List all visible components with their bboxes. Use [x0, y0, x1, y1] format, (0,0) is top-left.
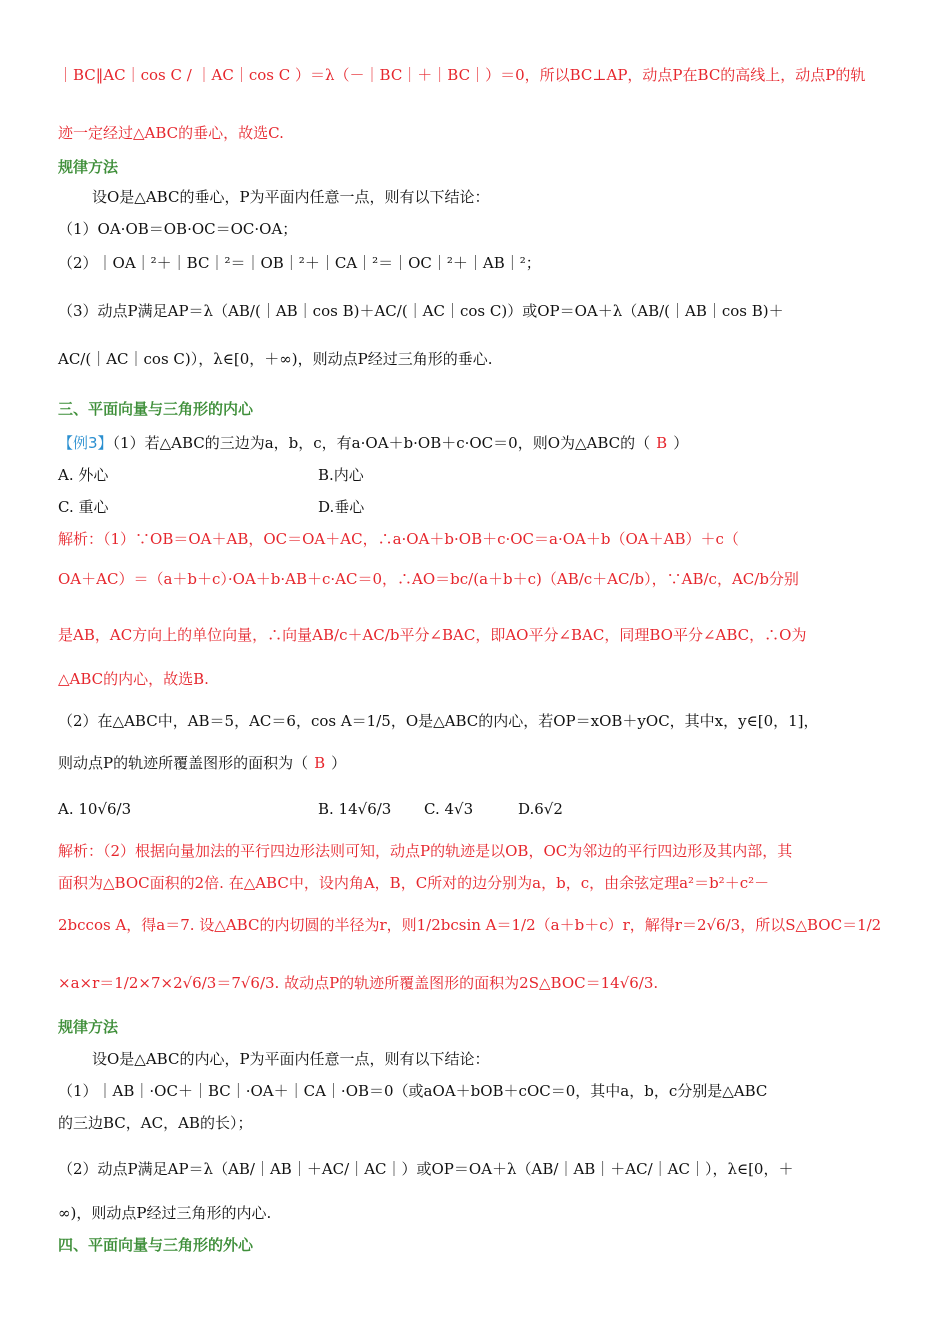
incenter-conclusion-1b: 的三边BC，AC，AB的长）； [58, 1114, 253, 1132]
solution-1-line-b: OA＋AC）＝（a＋b＋c）·OA＋b·AB＋c·AC＝0，∴AO＝bc/(a＋b＋c)（AB/c＋AC/b），∵AB/c，AC/b分别 [58, 570, 799, 588]
option-c-2: C. 4√3 [424, 800, 474, 818]
solution-1-line-c: 是AB，AC方向上的单位向量，∴向量AB/c＋AC/b平分∠BAC，即AO平分∠BAC，同理BO平分∠ABC，∴O为 [58, 626, 807, 644]
solution-1-line-d: △ABC的内心，故选B. [58, 670, 209, 688]
example-3-q2-answer: B [314, 754, 326, 772]
options-row-2 [58, 496, 892, 518]
options-row-3 [58, 798, 892, 820]
solution-2-line-c: 2bccos A，得a＝7. 设△ABC的内切圆的半径为r，则1/2bcsin A＝1/2（a＋b＋c）r，解得r＝2√6/3，所以S△BOC＝1/2 [58, 916, 882, 934]
method-heading-orthocenter: 规律方法 [58, 158, 119, 176]
orthocenter-conclusion-1: （1）OA·OB＝OB·OC＝OC·OA； [58, 220, 298, 238]
incenter-conclusion-2a: （2）动点P满足AP＝λ（AB/｜AB｜＋AC/｜AC｜）或OP＝OA＋λ（AB/｜AB｜＋AC/｜AC｜），λ∈[0，＋ [58, 1160, 794, 1178]
example-3-q1-answer: B [656, 434, 668, 452]
example-3-question-2a: （2）在△ABC中，AB＝5，AC＝6，cos A＝1/5，O是△ABC的内心，若OP＝xOB＋yOC，其中x，y∈[0，1]， [58, 712, 819, 730]
option-d-2: D.6√2 [518, 800, 563, 818]
solution-continued-line-2: 迹一定经过△ABC的垂心，故选C. [58, 124, 284, 142]
option-b-2: B. 14√6/3 [318, 800, 392, 818]
option-b: B.内心 [318, 466, 364, 484]
orthocenter-conclusion-3a: （3）动点P满足AP＝λ（AB/(｜AB｜cos B)＋AC/(｜AC｜cos C)）或OP＝OA＋λ（AB/(｜AB｜cos B)＋ [58, 302, 784, 320]
solution-1-line-a: 解析：（1）∵OB＝OA＋AB，OC＝OA＋AC，∴a·OA＋b·OB＋c·OC＝a·OA＋b（OA＋AB）＋c（ [58, 530, 739, 548]
example-3-q1-close: ） [673, 434, 689, 452]
solution-continued-line-1: ｜BC‖AC｜cos C / ｜AC｜cos C ）＝λ（－｜BC｜＋｜BC｜）＝0，所以BC⊥AP，动点P在BC的高线上，动点P的轨 [58, 66, 866, 84]
orthocenter-conclusion-3b: AC/(｜AC｜cos C)），λ∈[0，＋∞)，则动点P经过三角形的垂心. [58, 350, 493, 368]
section-4-heading: 四、平面向量与三角形的外心 [58, 1236, 254, 1254]
example-3-q1-text: （1）若△ABC的三边为a，b，c，有a·OA＋b·OB＋c·OC＝0，则O为△ABC的（ [112, 434, 651, 452]
option-d: D.垂心 [318, 498, 365, 516]
example-3-q2-text: 则动点P的轨迹所覆盖图形的面积为（ [58, 754, 309, 772]
solution-2-line-a: 解析：（2）根据向量加法的平行四边形法则可知，动点P的轨迹是以OB，OC为邻边的平行四边形及其内部，其 [58, 842, 793, 860]
option-a: A. 外心 [58, 466, 109, 484]
solution-2-line-d: ×a×r＝1/2×7×2√6/3＝7√6/3. 故动点P的轨迹所覆盖图形的面积为2S△BOC＝14√6/3. [58, 974, 659, 992]
example-3-question-2b [58, 752, 892, 774]
incenter-intro: 设O是△ABC的内心，P为平面内任意一点，则有以下结论： [92, 1050, 490, 1068]
example-3-q2-close: ） [331, 754, 347, 772]
method-heading-incenter: 规律方法 [58, 1018, 119, 1036]
example-3-question-1 [58, 432, 892, 454]
option-c: C. 重心 [58, 498, 109, 516]
example-tag: 【例3】 [58, 434, 113, 452]
option-a-2: A. 10√6/3 [58, 800, 132, 818]
solution-2-line-b: 面积为△BOC面积的2倍. 在△ABC中，设内角A，B，C所对的边分别为a，b，c，由余弦定理a²＝b²＋c²－ [58, 874, 770, 892]
section-3-heading: 三、平面向量与三角形的内心 [58, 400, 254, 418]
options-row-1 [58, 464, 892, 486]
incenter-conclusion-2b: ∞)，则动点P经过三角形的内心. [58, 1204, 272, 1222]
incenter-conclusion-1a: （1）｜AB｜·OC＋｜BC｜·OA＋｜CA｜·OB＝0（或aOA＋bOB＋cOC＝0，其中a，b，c分别是△ABC [58, 1082, 768, 1100]
orthocenter-conclusion-2: （2）｜OA｜²＋｜BC｜²＝｜OB｜²＋｜CA｜²＝｜OC｜²＋｜AB｜²； [58, 254, 541, 272]
orthocenter-intro: 设O是△ABC的垂心，P为平面内任意一点，则有以下结论： [92, 188, 490, 206]
